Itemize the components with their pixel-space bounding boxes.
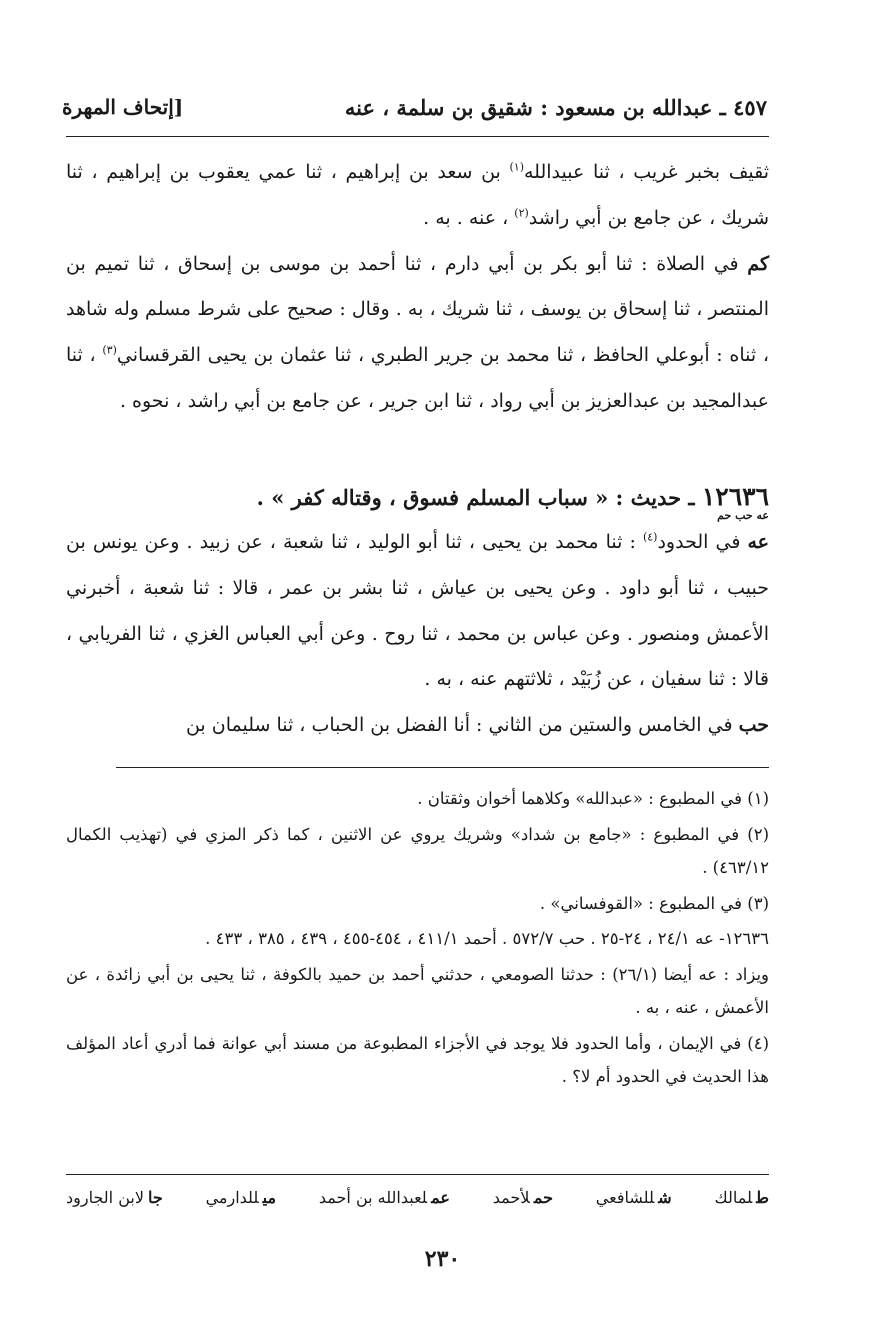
hadith-paragraph-1	[66, 520, 769, 703]
text-run: ، ثنا عبدالمجيد بن عبدالعزيز بن أبي رواد ، ثنا ابن جرير ، عن جامع بن أبي راشد ، نحوه .	[66, 344, 769, 412]
siglum-item	[66, 1188, 163, 1207]
footnote-ref-3: (٣)	[102, 343, 117, 357]
footnote-ref-2: (٢)	[514, 206, 529, 220]
siglum-label: لمالك	[714, 1188, 753, 1207]
text-run: في الصلاة : ثنا أبو بكر بن أبي دارم ، ثنا أحمد بن موسى بن إسحاق ، ثنا تميم بن المنتصر ، ثنا إسحاق بن يوسف ، ثنا شريك ، به . وقال : صحيح على شرط مسلم وله شاهد ، ثناه : أبوعلي الحافظ ، ثنا محمد بن جرير الطبري ، ثنا عثمان بن يحيى القرقساني	[66, 252, 769, 367]
hadith-body	[66, 520, 769, 749]
siglum-code: ط	[756, 1188, 769, 1207]
text-run: في الخامس والستين من الثاني : أنا الفضل بن الحباب ، ثنا سليمان بن	[185, 714, 739, 737]
hadith-heading-line	[66, 482, 769, 513]
hadith-number: ١٢٦٣٦	[701, 482, 769, 511]
footnote-4: (٤) في الإيمان ، وأما الحدود فلا يوجد في الأجزاء المطبوعة من مسند أبي عوانة فما أدري أعاد المؤلف هذا الحديث في الحدود أم لا؟ .	[66, 1033, 769, 1086]
siglum-label: للدارمي	[205, 1188, 259, 1207]
siglum-label: لابن الجارود	[66, 1188, 144, 1207]
siglum-label: لعبدالله بن أحمد	[318, 1188, 428, 1207]
hadith-heading	[66, 482, 769, 513]
source-siglum: حب	[738, 714, 769, 737]
siglum-code: ش	[658, 1188, 672, 1207]
paragraph-2	[66, 242, 769, 425]
header-title: ٤٥٧ ـ عبدالله بن مسعود : شقيق بن سلمة ، عنه	[344, 94, 767, 120]
siglum-label: للشافعي	[595, 1188, 655, 1207]
sigla-legend	[66, 1188, 769, 1207]
footnote-references: ١٢٦٣٦- عه ٢٤/١ ، ٢٤-٢٥ . حب ٥٧٢/٧ . أحمد ٤١١/١ ، ٤٥٤-٤٥٥ ، ٤٣٩ ، ٣٨٥ ، ٤٣٣ .	[205, 929, 769, 948]
footnote-2: (٢) في المطبوع : «جامع بن شداد» وشريك يروي عن الاثنين ، كما ذكر المزي في (تهذيب الكمال ٤٦٣/١٢) .	[66, 824, 769, 877]
siglum-item	[714, 1188, 769, 1207]
siglum-item	[493, 1188, 553, 1207]
footnote-ref-4: (٤)	[642, 530, 658, 544]
footnote-1: (١) في المطبوع : «عبدالله» وكلاهما أخوان وثقتان .	[417, 789, 769, 808]
paragraph-1	[66, 150, 769, 242]
siglum-item	[206, 1188, 276, 1207]
text-run: بن سعد بن إبراهيم ، ثنا عمي يعقوب بن إبراهيم ، ثنا شريك ، عن جامع بن أبي راشد	[66, 161, 769, 229]
header-rule	[66, 136, 769, 137]
page-number: ٢٣٠	[424, 1246, 461, 1272]
siglum-code: عم	[431, 1188, 450, 1207]
siglum-label: لأحمد	[492, 1188, 530, 1207]
sigla-rule	[66, 1174, 769, 1175]
source-siglum: كم	[747, 252, 769, 275]
running-header	[62, 92, 767, 122]
text-run: في الحدود	[657, 531, 748, 553]
hadith-sources-small: عه حب حم	[717, 509, 769, 522]
header-book-title: [إتحاف المهرة	[62, 95, 184, 119]
siglum-item	[596, 1188, 672, 1207]
main-text	[66, 150, 769, 425]
text-run: ، عنه . به .	[423, 206, 515, 229]
footnote-3: (٣) في المطبوع : «القوفساني» .	[539, 893, 769, 913]
siglum-code: مي	[262, 1188, 277, 1207]
footnote-addition: ويزاد : عه أيضا (٢٦/١) : حدثنا الصومعي ، حدثني أحمد بن حميد بالكوفة ، ثنا يحيى بن أبي زائدة ، عن الأعمش ، عنه ، به .	[66, 964, 769, 1017]
text-run: : ثنا محمد بن يحيى ، ثنا أبو الوليد ، ثنا شعبة ، عن زبيد . وعن يونس بن حبيب ، ثنا أبو داود . وعن يحيى بن عياش ، ثنا بشر بن عمر ، قالا : ثنا شعبة ، أخبرني الأعمش ومنصور . وعن عباس بن محمد ، ثنا روح . وعن أبي العباس الغزي ، ثنا الفريابي ، قالا : ثنا سفيان ، عن زُبَيْد ، ثلاثتهم عنه ، به .	[66, 531, 769, 691]
hadith-title: ـ حديث : « سباب المسلم فسوق ، وقتاله كفر » .	[256, 485, 702, 510]
siglum-code: حم	[533, 1188, 553, 1207]
hadith-paragraph-2	[66, 703, 769, 749]
siglum-item	[319, 1188, 450, 1207]
source-siglum: عه	[747, 531, 769, 553]
siglum-code: جا	[147, 1188, 163, 1207]
footnotes	[66, 782, 769, 1096]
footnote-rule	[116, 767, 769, 768]
footnote-ref-1: (١)	[509, 160, 524, 174]
text-run: ثقيف بخبر غريب ، ثنا عبيدالله	[524, 161, 769, 183]
